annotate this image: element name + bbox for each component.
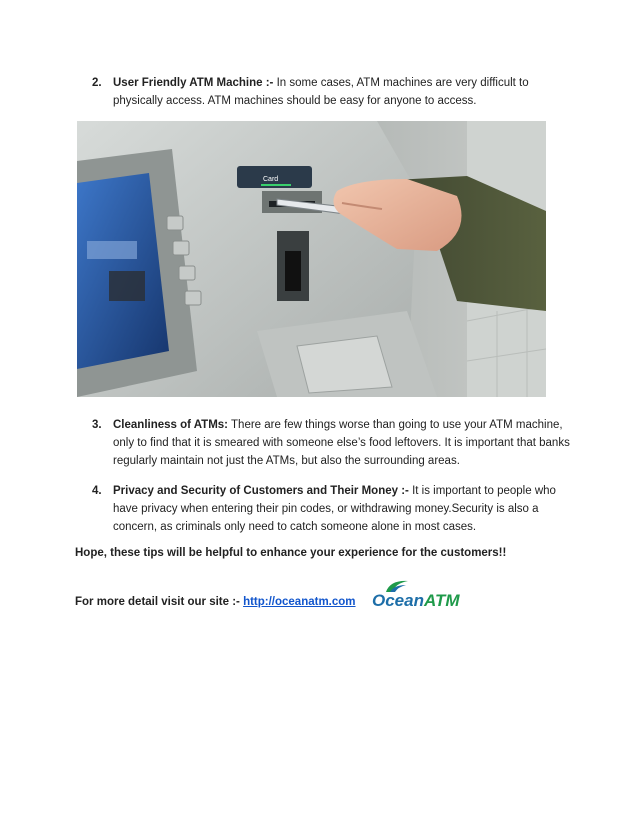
site-link[interactable]: http://oceanatm.com [243, 596, 356, 608]
closing-text: Hope, these tips will be helpful to enhance your experience for the customers!! [75, 547, 507, 559]
logo-word-atm: ATM [423, 591, 460, 610]
atm-photo [77, 121, 546, 397]
list-item-text: It is important to people who have privacy when entering their pin codes, or withdrawing money.Security is also a concern, as criminals only need to catch someone alone in most cases. [113, 485, 556, 533]
card-slot-label: Card [263, 176, 279, 183]
list-item-cleanliness [92, 416, 572, 470]
list-item-user-friendly [92, 74, 572, 110]
list-item-title: User Friendly ATM Machine :- [113, 77, 274, 89]
list-item-title: Privacy and Security of Customers and Their Money :- [113, 485, 409, 497]
more-detail-line [75, 596, 356, 608]
list-item-privacy [92, 482, 572, 536]
list-item-text: There are few things worse than going to use your ATM machine, only to find that it is smeared with someone else’s food leftovers. It is important that banks regularly maintain not just the ATMs, but also the surrounding areas. [113, 419, 570, 467]
list-number: 2. [92, 77, 102, 89]
list-item-title: Cleanliness of ATMs: [113, 419, 229, 431]
list-number: 4. [92, 485, 102, 497]
more-detail-label: For more detail visit our site :- [75, 596, 244, 608]
list-number: 3. [92, 419, 102, 431]
list-item-text: In some cases, ATM machines are very difficult to physically access. ATM machines should be easy for anyone to access. [113, 77, 529, 107]
atm-illustration [77, 121, 546, 397]
logo-word-ocean: Ocean [372, 591, 424, 610]
ocean-atm-logo [370, 578, 474, 614]
